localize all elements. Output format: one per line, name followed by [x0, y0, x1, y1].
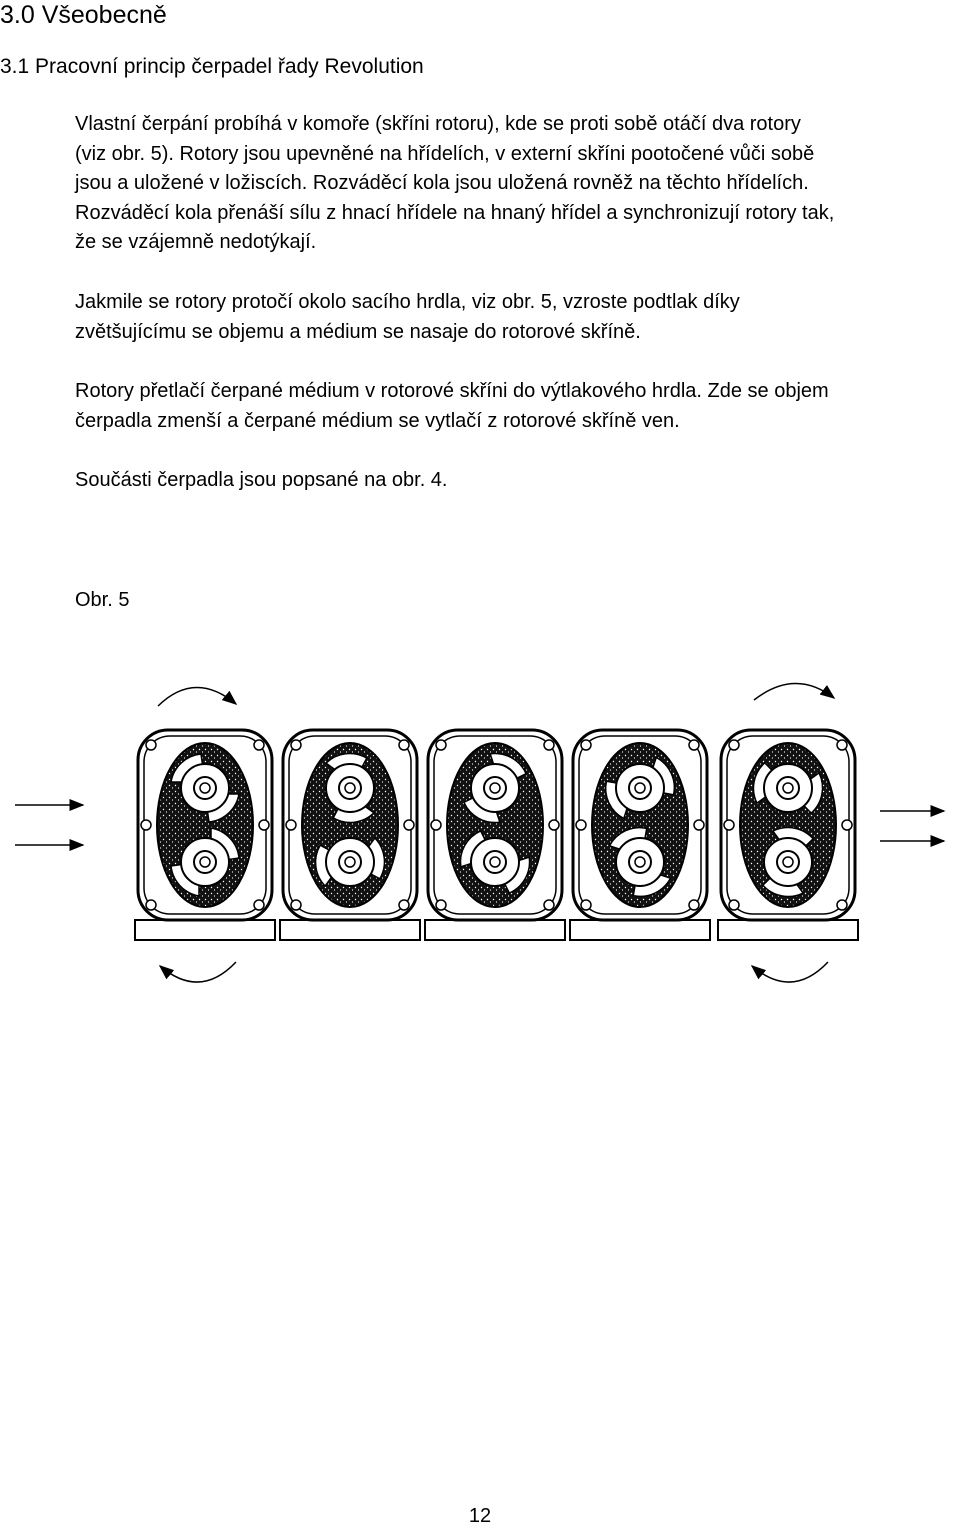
bolt-icon [291, 900, 301, 910]
bolt-icon [141, 820, 151, 830]
shaft-icon [783, 857, 793, 867]
bolt-icon [581, 740, 591, 750]
bolt-icon [259, 820, 269, 830]
bolt-icon [399, 740, 409, 750]
bolt-icon [399, 900, 409, 910]
text-line: čerpadla zmenší a čerpané médium se vytlačí z rotorové skříně ven. [75, 409, 680, 432]
text-line: Součásti čerpadla jsou popsané na obr. 4. [75, 469, 448, 491]
text-line: jsou a uložené v ložiscích. Rozváděcí kola jsou uložená rovněž na těchto hřídelích. [75, 172, 809, 194]
bolt-icon [581, 900, 591, 910]
bolt-icon [291, 740, 301, 750]
pump-stage [135, 730, 275, 940]
text-line: zvětšujícímu se objemu a médium se nasaje do rotorové skříně. [75, 320, 641, 343]
text-line: (viz obr. 5). Rotory jsou upevněné na hřídelích, v externí skříni pootočené vůči sobě [75, 142, 815, 165]
text-line: Rotory přetlačí čerpané médium v rotorové skříni do výtlakového hrdla. Zde se objem [75, 380, 829, 402]
paragraph-suction [75, 288, 960, 347]
bolt-icon [837, 740, 847, 750]
section-heading: 3.0 Všeobecně [0, 1, 167, 29]
page-number: 12 [468, 1505, 492, 1527]
bolt-icon [436, 900, 446, 910]
bolt-icon [146, 900, 156, 910]
bolt-icon [689, 900, 699, 910]
bolt-icon [837, 900, 847, 910]
bolt-icon [436, 740, 446, 750]
bolt-icon [254, 740, 264, 750]
pump-stage [570, 730, 710, 940]
pump-base [425, 920, 565, 940]
pump-diagram [0, 670, 960, 1000]
bolt-icon [694, 820, 704, 830]
bolt-icon [576, 820, 586, 830]
shaft-icon [200, 857, 210, 867]
shaft-icon [635, 783, 645, 793]
pump-base [570, 920, 710, 940]
pump-stage [425, 730, 565, 940]
pump-stage [280, 730, 420, 940]
bolt-icon [404, 820, 414, 830]
paragraph-principle [75, 110, 960, 258]
paragraph-discharge [75, 377, 960, 436]
bolt-icon [842, 820, 852, 830]
shaft-icon [635, 857, 645, 867]
bolt-icon [431, 820, 441, 830]
rotation-arrow-icon [752, 962, 828, 982]
bolt-icon [544, 740, 554, 750]
bolt-icon [549, 820, 559, 830]
paragraph-components [75, 466, 960, 496]
shaft-icon [490, 857, 500, 867]
rotation-arrow-icon [158, 687, 236, 706]
shaft-icon [345, 857, 355, 867]
bolt-icon [724, 820, 734, 830]
bolt-icon [254, 900, 264, 910]
shaft-icon [200, 783, 210, 793]
subsection-heading: 3.1 Pracovní princip čerpadel řady Revolution [0, 55, 424, 78]
pump-base [280, 920, 420, 940]
text-line: Jakmile se rotory protočí okolo sacího hrdla, viz obr. 5, vzroste podtlak díky [75, 291, 740, 313]
text-line: Vlastní čerpání probíhá v komoře (skříni rotoru), kde se proti sobě otáčí dva rotory [75, 113, 801, 135]
rotation-arrow-icon [754, 683, 834, 700]
pump-base [718, 920, 858, 940]
bolt-icon [729, 740, 739, 750]
bolt-icon [146, 740, 156, 750]
bolt-icon [544, 900, 554, 910]
bolt-icon [729, 900, 739, 910]
bolt-icon [286, 820, 296, 830]
figure-caption: Obr. 5 [75, 589, 130, 611]
shaft-icon [783, 783, 793, 793]
shaft-icon [490, 783, 500, 793]
rotation-arrow-icon [160, 962, 236, 982]
bolt-icon [689, 740, 699, 750]
pump-stage [718, 730, 858, 940]
pump-base [135, 920, 275, 940]
shaft-icon [345, 783, 355, 793]
text-line: Rozváděcí kola přenáší sílu z hnací hřídele na hnaný hřídel a synchronizují rotory tak, [75, 201, 835, 224]
text-line: že se vzájemně nedotýkají. [75, 231, 317, 253]
